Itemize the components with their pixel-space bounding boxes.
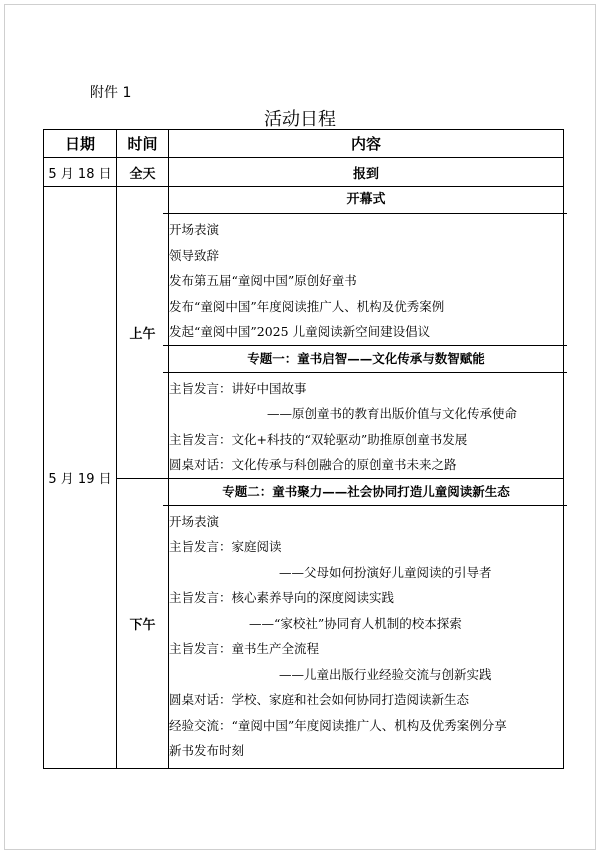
header-content: 内容 xyxy=(169,130,564,158)
list-item: 主旨发言：文化+科技的“双轮驱动”助推原创童书发展 xyxy=(169,431,468,447)
table-row-afternoon xyxy=(44,478,564,768)
topic1-title: 专题一：童书启智——文化传承与数智赋能 xyxy=(247,350,485,366)
list-item: 经验交流：“童阅中国”年度阅读推广人、机构及优秀案例分享 xyxy=(169,717,507,733)
list-item: 开场表演 xyxy=(169,513,220,529)
header-time: 时间 xyxy=(117,130,169,158)
list-item: 新书发布时刻 xyxy=(169,743,245,758)
document-title: 活动日程 xyxy=(264,109,336,130)
checkin-content: 报到 xyxy=(169,158,564,187)
list-item: 圆桌对话：文化传承与科创融合的原创童书未来之路 xyxy=(169,457,457,472)
list-item: ——儿童出版行业经验交流与创新实践 xyxy=(279,666,492,682)
time-cell-afternoon: 下午 xyxy=(117,478,169,768)
list-item: 开场表演 xyxy=(169,222,220,237)
date-cell-day2: 5 月 19 日 xyxy=(44,187,117,769)
list-item: 主旨发言：童书生产全流程 xyxy=(169,641,320,656)
list-item: 领导致辞 xyxy=(169,247,220,263)
table-row-checkin xyxy=(44,158,564,187)
time-cell: 全天 xyxy=(117,158,169,187)
date-cell: 5 月 18 日 xyxy=(44,158,117,187)
opening-ceremony-title: 开幕式 xyxy=(346,192,386,207)
time-cell-morning: 上午 xyxy=(117,187,169,479)
morning-content xyxy=(169,187,564,479)
topic2-title: 专题二：童书聚力——社会协同打造儿童阅读新生态 xyxy=(222,483,510,499)
list-item: ——原创童书的教育出版价值与文化传承使命 xyxy=(267,406,518,421)
list-item: 发布第五届“童阅中国”原创好童书 xyxy=(169,273,357,288)
list-item: 主旨发言：讲好中国故事 xyxy=(169,380,307,396)
list-item: ——“家校社”协同育人机制的校本探索 xyxy=(249,615,462,631)
table-row-morning xyxy=(44,187,564,479)
header-row xyxy=(44,130,564,158)
schedule-table xyxy=(43,129,564,769)
header-date: 日期 xyxy=(44,130,117,158)
list-item: 主旨发言：家庭阅读 xyxy=(169,539,282,554)
list-item: 主旨发言：核心素养导向的深度阅读实践 xyxy=(169,590,395,605)
list-item: ——父母如何扮演好儿童阅读的引导者 xyxy=(279,564,492,580)
list-item: 发布“童阅中国”年度阅读推广人、机构及优秀案例 xyxy=(169,298,445,314)
annex-label: 附件 1 xyxy=(90,85,132,101)
list-item: 发起“童阅中国”2025 儿童阅读新空间建设倡议 xyxy=(169,324,431,339)
afternoon-content xyxy=(169,478,564,768)
list-item: 圆桌对话：学校、家庭和社会如何协同打造阅读新生态 xyxy=(169,692,470,707)
